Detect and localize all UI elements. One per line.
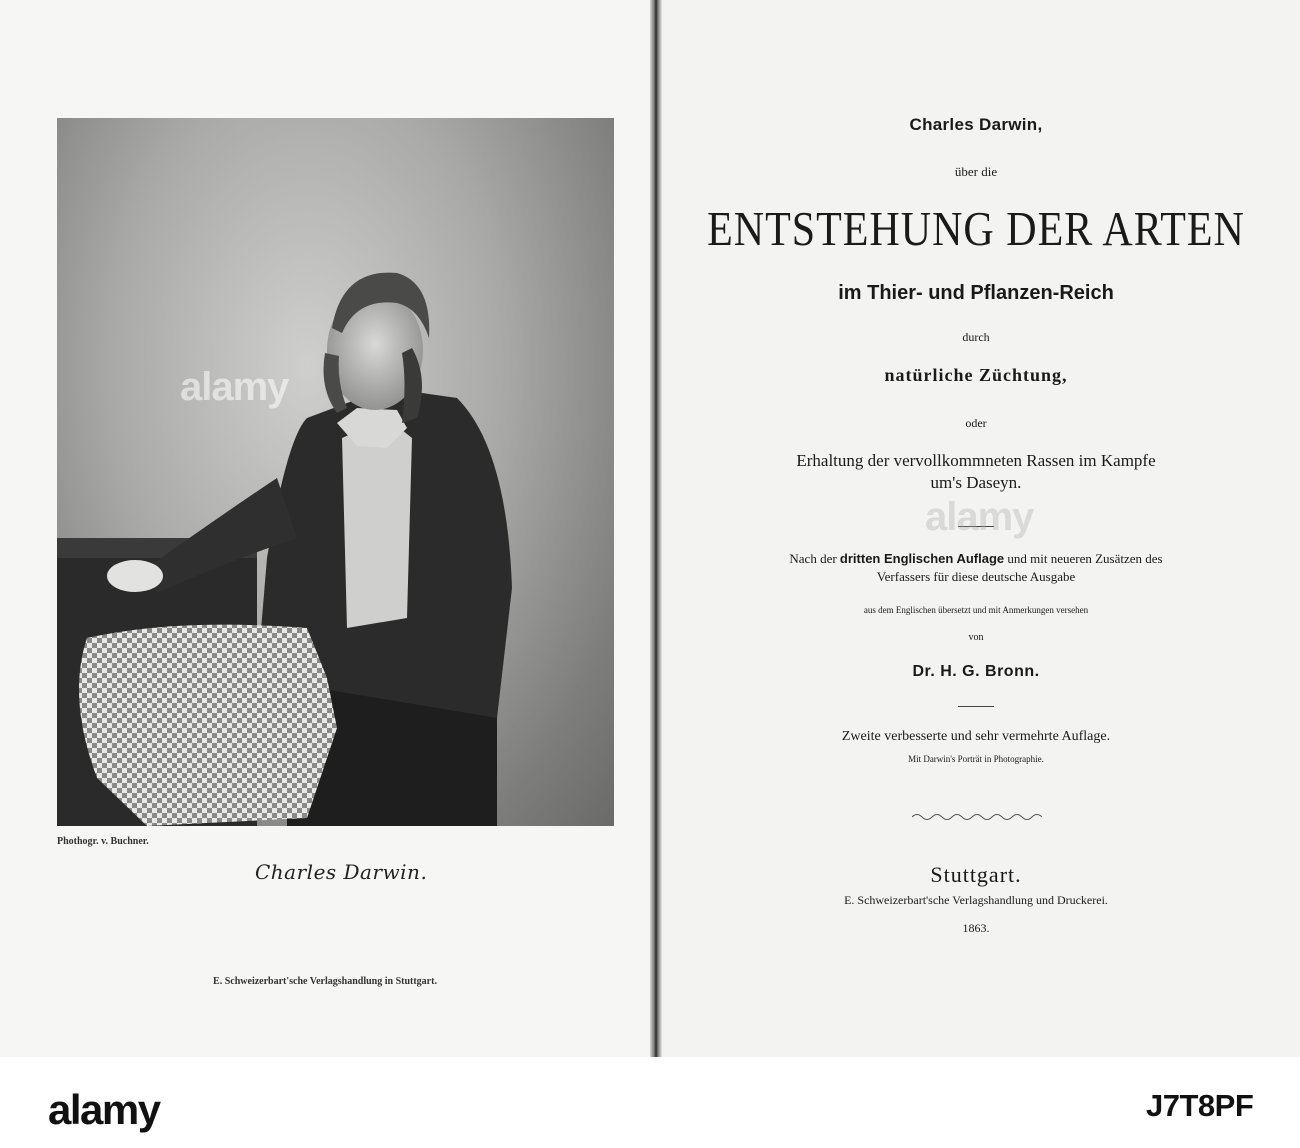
alamy-logo: alamy	[48, 1086, 160, 1133]
portrait-illustration	[57, 118, 614, 826]
edition-note-line-1	[662, 550, 1290, 568]
left-imprint: E. Schweizerbart'sche Verlagshandlung in Stuttgart.	[213, 976, 437, 987]
wavy-divider	[912, 812, 1042, 822]
oder-line: oder	[965, 416, 987, 430]
edition-note-bold: dritten Englischen Auflage	[839, 551, 1005, 566]
author-name: Charles Darwin,	[909, 115, 1043, 134]
von-line: von	[968, 632, 984, 643]
edition-note-pre: Nach der	[789, 551, 840, 566]
city-line: Stuttgart.	[930, 862, 1022, 887]
natural-selection-line: natürliche Züchtung,	[884, 365, 1068, 385]
darwin-signature: Charles Darwin.	[255, 860, 428, 884]
book-gutter	[650, 0, 662, 1057]
edition-line: Zweite verbesserte und sehr vermehrte Auflage.	[841, 729, 1111, 744]
erhaltung-line-2: um's Daseyn.	[930, 473, 1022, 492]
edition-note-block	[662, 550, 1290, 586]
durch-line: durch	[962, 330, 990, 344]
translation-note: aus dem Englischen übersetzt und mit Anmerkungen versehen	[863, 605, 1089, 615]
publisher-line: E. Schweizerbart'sche Verlagshandlung und Druckerei.	[844, 893, 1108, 907]
watermark-footer	[0, 1057, 1300, 1148]
book-subtitle: im Thier- und Pflanzen-Reich	[838, 282, 1114, 304]
preposition-line: über die	[954, 164, 998, 179]
darwin-portrait-photo	[57, 118, 614, 826]
portrait-note: Mit Darwin's Porträt in Photographie.	[908, 754, 1044, 764]
edition-note-post: und mit neueren Zusätzen des	[1004, 551, 1163, 566]
watermark-overlay-right: alamy	[925, 495, 1034, 539]
book-title: ENTSTEHUNG DER ARTEN	[707, 203, 1245, 257]
photo-credit: Phothogr. v. Buchner.	[57, 836, 149, 847]
year-line: 1863.	[962, 921, 990, 935]
watermark-overlay-left: alamy	[180, 365, 289, 409]
erhaltung-block	[662, 450, 1290, 494]
edition-note-line-2: Verfassers für diese deutsche Ausgabe	[876, 569, 1076, 584]
divider-rule-2	[958, 706, 994, 707]
image-id: J7T8PF	[1146, 1088, 1254, 1123]
erhaltung-line-1: Erhaltung der vervollkommneten Rassen im Kampfe	[796, 451, 1156, 470]
translator-name: Dr. H. G. Bronn.	[912, 663, 1040, 680]
